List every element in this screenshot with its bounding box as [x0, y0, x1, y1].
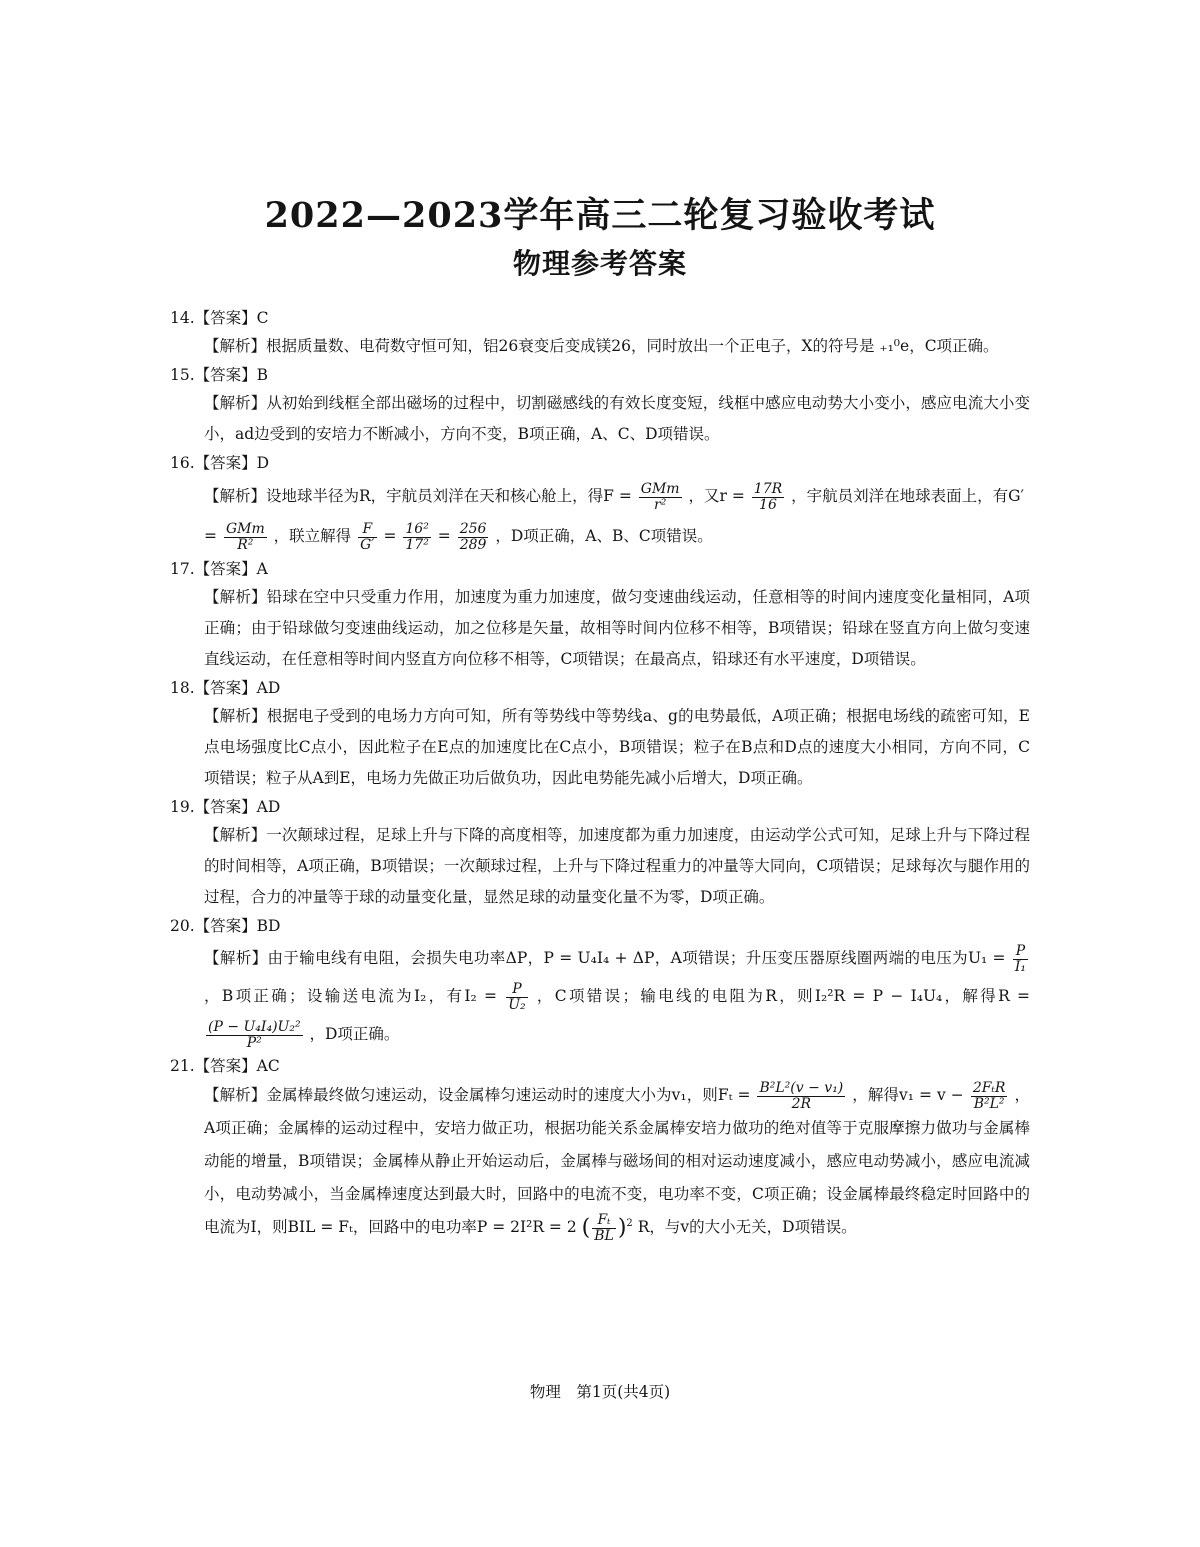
- question-15: [170, 362, 1030, 450]
- question-18: [170, 675, 1030, 794]
- fraction: $\frac{P}{\text{I₁}}$: [1014, 942, 1026, 975]
- explanation: 【解析】铅球在空中只受重力作用，加速度为重力加速度，做匀变速曲线运动，任意相等的时间内速度变化量相同，A项正确；由于铅球做匀变速曲线运动，加之位移是矢量，故相等时间内位移不相等，B项错误；铅球在竖直方向上做匀变速直线运动，在任意相等时间内竖直方向位移不相等，C项错误；在最高点，铅球还有水平速度，D项错误。: [204, 588, 1030, 668]
- fraction: $\frac{\text{2FₜR}}{\text{B²L²}}$: [972, 1079, 1006, 1112]
- fraction: $\frac{\text{GMm}}{\text{r²}}$: [640, 480, 680, 513]
- explanation: 【解析】根据电子受到的电场力方向可知，所有等势线中等势线a、g的电势最低，A项正确；根据电场线的疏密可知，E点电场强度比C点小，因此粒子在E点的加速度比在C点小，B项错误；粒子在B点和D点的速度大小相同，方向不同，C项错误；粒子从A到E，电场力先做正功后做负功，因此电势能先减小后增大，D项正确。: [204, 707, 1030, 787]
- answer-line: 14.【答案】C: [170, 309, 269, 327]
- question-21: [170, 1053, 1030, 1245]
- answer-line: 17.【答案】A: [170, 560, 268, 578]
- explanation: 【解析】金属棒最终做匀速运动，设金属棒匀速运动时的速度大小为v₁，则Fₜ = $\frac{\text{B²L²(v − v₁)}}{2R}$ ，解得v₁ = v − $\frac{\text{2FₜR}}{\text{B²L²}}$ ，A项正确；金属棒的运动过程中，安培力做正功，根据功能关系金属棒安培力做功的绝对值等于克服摩擦力做功与金属棒动能的增量，B项错误；金属棒从静止开始运动后，金属棒与磁场间的相对运动速度减小，感应电动势减小，感应电流减小，电动势减小，当金属棒速度达到最大时，回路中的电流不变，电功率不变，C项正确；设金属棒最终稳定时回路中的电流为I，则BIL = Fₜ，回路中的电功率P = 2I²R = 2 ( $\frac{\text{Fₜ}}{BL}$ )$^2$ R，与v的大小无关，D项错误。: [204, 1079, 1030, 1244]
- answer-line: 15.【答案】B: [170, 366, 269, 384]
- fraction: $\frac{\text{(P − U₄I₄)U₂²}}{\text{P²}}$: [208, 1018, 301, 1051]
- fraction: $\frac{\text{B²L²(v − v₁)}}{2R}$: [759, 1079, 844, 1112]
- answer-line: 18.【答案】AD: [170, 679, 281, 697]
- question-14: [170, 305, 1030, 362]
- answer-line: 21.【答案】AC: [170, 1057, 280, 1075]
- explanation: 【解析】一次颠球过程，足球上升与下降的高度相等，加速度都为重力加速度，由运动学公式可知，足球上升与下降过程的时间相等，A项正确，B项错误；一次颠球过程，上升与下降过程重力的冲量等大同向，C项错误；足球每次与腿作用的过程，合力的冲量等于球的动量变化量，显然足球的动量变化量不为零，D项正确。: [204, 826, 1030, 906]
- fraction: $\frac{\text{16²}}{\text{17²}}$: [405, 520, 429, 553]
- explanation: 【解析】由于输电线有电阻，会损失电功率ΔP，P = U₄I₄ + ΔP，A项错误；升压变压器原线圈两端的电压为U₁ = $\frac{P}{\text{I₁}}$ ，B项正确；设输送电流为I₂，有I₂ = $\frac{P}{\text{U₂}}$ ，C项错误；输电线的电阻为R，则I₂²R = P − I₄U₄，解得R = $\frac{\text{(P − U₄I₄)U₂²}}{\text{P²}}$ ，D项正确。: [204, 942, 1031, 1051]
- question-16: [170, 450, 1030, 556]
- question-20: [170, 913, 1030, 1053]
- page-footer: 物理 第1页(共4页): [529, 1383, 671, 1401]
- question-17: [170, 556, 1030, 675]
- page-subtitle: 物理参考答案: [512, 247, 687, 280]
- fraction: $\frac{\text{GMm}}{\text{R²}}$: [225, 520, 265, 553]
- answers-list: [170, 305, 1030, 1245]
- explanation: 【解析】根据质量数、电荷数守恒可知，铝26衰变后变成镁26，同时放出一个正电子，X的符号是 ₊₁⁰e，C项正确。: [204, 337, 999, 355]
- fraction: $\frac{P}{\text{U₂}}$: [508, 980, 526, 1013]
- fraction: $\frac{256}{289}$: [459, 520, 487, 553]
- answer-line: 16.【答案】D: [170, 454, 270, 472]
- answer-line: 19.【答案】AD: [170, 798, 281, 816]
- explanation: 【解析】从初始到线框全部出磁场的过程中，切割磁感线的有效长度变短，线框中感应电动势大小变小，感应电流大小变小，ad边受到的安培力不断减小，方向不变，B项正确，A、C、D项错误。: [204, 394, 1030, 443]
- page-title: 2022—2023学年高三二轮复习验收考试: [264, 195, 936, 236]
- question-19: [170, 794, 1030, 913]
- explanation: 【解析】设地球半径为R，宇航员刘洋在天和核心舱上，得F = $\frac{\text{GMm}}{\text{r²}}$ ，又r = $\frac{17R}{16}$ ，宇航员刘洋在地球表面上，有G′ = $\frac{\text{GMm}}{\text{R²}}$ ，联立解得 $\frac{F}{G'}$ = $\frac{\text{16²}}{\text{17²}}$ = $\frac{256}{289}$ ，D项正确，A、B、C项错误。: [204, 480, 1024, 553]
- fraction: $\frac{\text{Fₜ}}{BL}$: [594, 1211, 614, 1244]
- answer-line: 20.【答案】BD: [170, 917, 281, 935]
- fraction: $\frac{F}{G'}$: [360, 520, 375, 553]
- fraction: $\frac{17R}{16}$: [753, 480, 783, 513]
